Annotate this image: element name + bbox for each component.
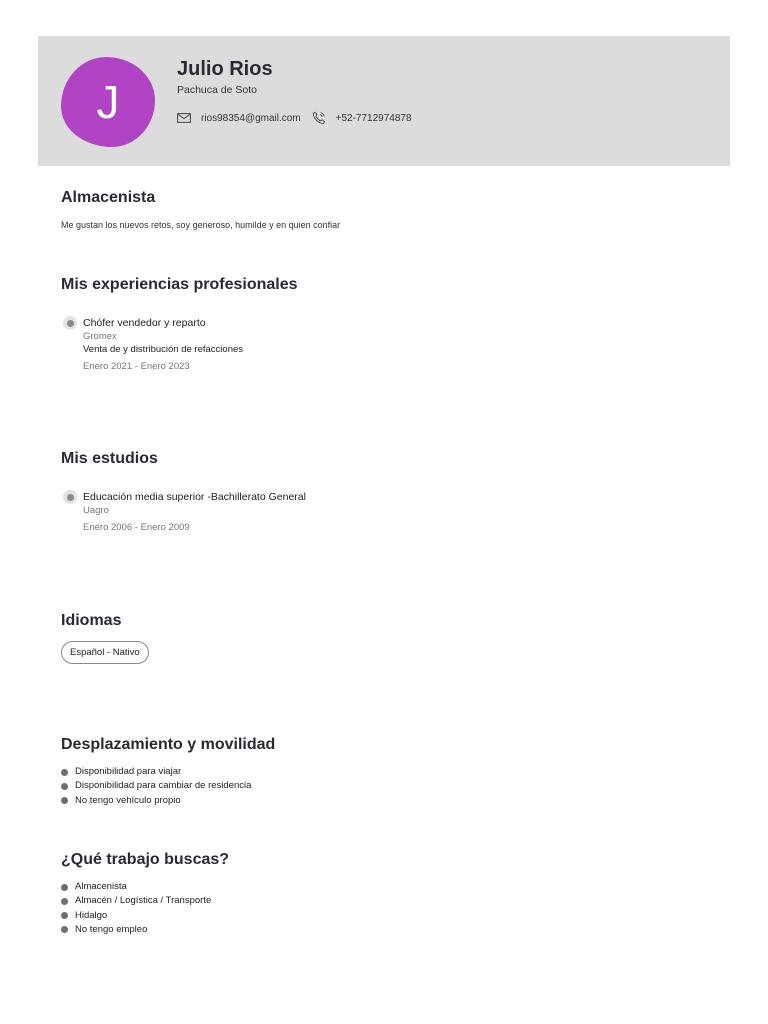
experience-description: Venta de y distribución de refacciones — [83, 344, 244, 355]
list-item: No tengo empleo — [61, 923, 211, 937]
experience-company: Gromex — [83, 331, 117, 342]
list-item: Almacén / Logística / Transporte — [61, 894, 211, 908]
profile-title: Almacenista — [61, 189, 156, 206]
list-item: Disponibilidad para viajar — [61, 765, 251, 779]
experience-dates: Enero 2021 - Enero 2023 — [83, 361, 190, 372]
education-section-title: Mis estudios — [61, 450, 158, 467]
mobility-list — [61, 765, 251, 808]
envelope-icon — [177, 113, 191, 123]
education-dates: Enero 2006 - Enero 2009 — [83, 522, 190, 533]
profile-summary: Me gustan los nuevos retos, soy generoso, humilde y en quien confiar — [61, 220, 341, 230]
timeline-dot-icon — [63, 316, 77, 330]
experience-section-title: Mis experiencias profesionales — [61, 276, 298, 293]
education-degree: Educación media superior -Bachillerato General — [83, 491, 306, 503]
job-search-list — [61, 880, 211, 937]
languages-section-title: Idiomas — [61, 612, 122, 629]
job-search-section-title: ¿Qué trabajo buscas? — [61, 851, 230, 868]
experience-role: Chófer vendedor y reparto — [83, 317, 206, 329]
education-school: Uagro — [83, 505, 109, 516]
mobility-section-title: Desplazamiento y movilidad — [61, 736, 276, 753]
candidate-city: Pachuca de Soto — [177, 84, 257, 96]
candidate-name: Julio Rios — [177, 58, 273, 80]
avatar: J — [61, 57, 155, 147]
email-link[interactable]: rios98354@gmail.com — [201, 112, 301, 124]
list-item: Almacenista — [61, 880, 211, 894]
list-item: Disponibilidad para cambiar de residencia — [61, 779, 251, 793]
phone-icon — [312, 111, 326, 125]
timeline-dot-icon — [63, 490, 77, 504]
list-item: Hidalgo — [61, 909, 211, 923]
phone-link[interactable]: +52-7712974878 — [335, 112, 412, 124]
cv-header — [38, 36, 730, 166]
contact-row — [177, 110, 412, 126]
language-badge: Español - Nativo — [61, 641, 149, 664]
list-item: No tengo vehículo propio — [61, 794, 251, 808]
